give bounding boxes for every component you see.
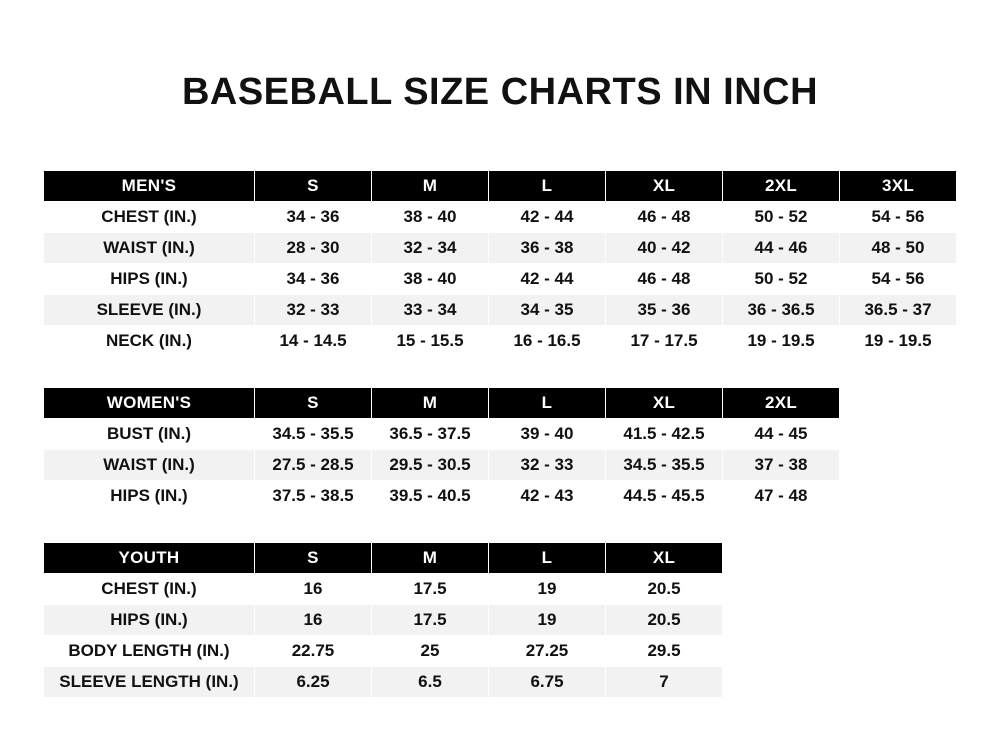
womens-header-2xl: 2XL: [723, 387, 840, 418]
youth-size-table: [43, 542, 723, 698]
womens-header-s: S: [255, 387, 372, 418]
cell-value: 42 - 43: [489, 480, 606, 511]
table-row: [44, 635, 723, 666]
cell-value: 32 - 33: [255, 294, 372, 325]
cell-value: 37.5 - 38.5: [255, 480, 372, 511]
womens-header-l: L: [489, 387, 606, 418]
row-label: HIPS (IN.): [44, 480, 255, 511]
cell-value: 41.5 - 42.5: [606, 418, 723, 449]
table-row: [44, 263, 957, 294]
cell-value: 16: [255, 604, 372, 635]
cell-value: 33 - 34: [372, 294, 489, 325]
cell-value: 27.25: [489, 635, 606, 666]
row-label: BUST (IN.): [44, 418, 255, 449]
womens-header-label: WOMEN'S: [44, 387, 255, 418]
row-label: WAIST (IN.): [44, 449, 255, 480]
table-row: [44, 604, 723, 635]
cell-value: 19 - 19.5: [840, 325, 957, 356]
cell-value: 46 - 48: [606, 263, 723, 294]
cell-value: 54 - 56: [840, 263, 957, 294]
mens-header-label: MEN'S: [44, 170, 255, 201]
table-header-row: [44, 170, 957, 201]
womens-table-header: [44, 387, 840, 418]
youth-table-body: [44, 573, 723, 697]
womens-table-body: [44, 418, 840, 511]
row-label: CHEST (IN.): [44, 201, 255, 232]
table-row: [44, 666, 723, 697]
youth-header-s: S: [255, 542, 372, 573]
table-row: [44, 418, 840, 449]
cell-value: 27.5 - 28.5: [255, 449, 372, 480]
table-row: [44, 480, 840, 511]
cell-value: 36 - 38: [489, 232, 606, 263]
size-tables-container: [0, 170, 1000, 698]
cell-value: 50 - 52: [723, 201, 840, 232]
cell-value: 34.5 - 35.5: [255, 418, 372, 449]
mens-header-l: L: [489, 170, 606, 201]
cell-value: 38 - 40: [372, 201, 489, 232]
cell-value: 19 - 19.5: [723, 325, 840, 356]
cell-value: 46 - 48: [606, 201, 723, 232]
cell-value: 7: [606, 666, 723, 697]
cell-value: 34 - 35: [489, 294, 606, 325]
row-label: HIPS (IN.): [44, 604, 255, 635]
cell-value: 16: [255, 573, 372, 604]
cell-value: 16 - 16.5: [489, 325, 606, 356]
youth-table-header: [44, 542, 723, 573]
cell-value: 39.5 - 40.5: [372, 480, 489, 511]
cell-value: 40 - 42: [606, 232, 723, 263]
cell-value: 34.5 - 35.5: [606, 449, 723, 480]
cell-value: 44.5 - 45.5: [606, 480, 723, 511]
cell-value: 20.5: [606, 573, 723, 604]
cell-value: 44 - 46: [723, 232, 840, 263]
mens-table-header: [44, 170, 957, 201]
row-label: WAIST (IN.): [44, 232, 255, 263]
mens-header-s: S: [255, 170, 372, 201]
cell-value: 19: [489, 573, 606, 604]
row-label: CHEST (IN.): [44, 573, 255, 604]
cell-value: 14 - 14.5: [255, 325, 372, 356]
cell-value: 6.25: [255, 666, 372, 697]
cell-value: 36 - 36.5: [723, 294, 840, 325]
cell-value: 34 - 36: [255, 263, 372, 294]
table-header-row: [44, 542, 723, 573]
cell-value: 47 - 48: [723, 480, 840, 511]
cell-value: 29.5 - 30.5: [372, 449, 489, 480]
table-row: [44, 294, 957, 325]
row-label: SLEEVE LENGTH (IN.): [44, 666, 255, 697]
mens-size-table: [43, 170, 957, 357]
table-row: [44, 201, 957, 232]
cell-value: 28 - 30: [255, 232, 372, 263]
cell-value: 20.5: [606, 604, 723, 635]
cell-value: 32 - 34: [372, 232, 489, 263]
row-label: BODY LENGTH (IN.): [44, 635, 255, 666]
cell-value: 6.75: [489, 666, 606, 697]
cell-value: 17.5: [372, 573, 489, 604]
cell-value: 22.75: [255, 635, 372, 666]
cell-value: 34 - 36: [255, 201, 372, 232]
cell-value: 50 - 52: [723, 263, 840, 294]
youth-header-xl: XL: [606, 542, 723, 573]
cell-value: 15 - 15.5: [372, 325, 489, 356]
table-row: [44, 573, 723, 604]
cell-value: 38 - 40: [372, 263, 489, 294]
cell-value: 36.5 - 37: [840, 294, 957, 325]
cell-value: 54 - 56: [840, 201, 957, 232]
womens-header-m: M: [372, 387, 489, 418]
row-label: SLEEVE (IN.): [44, 294, 255, 325]
table-row: [44, 232, 957, 263]
cell-value: 17 - 17.5: [606, 325, 723, 356]
mens-header-m: M: [372, 170, 489, 201]
cell-value: 44 - 45: [723, 418, 840, 449]
cell-value: 37 - 38: [723, 449, 840, 480]
cell-value: 39 - 40: [489, 418, 606, 449]
table-row: [44, 449, 840, 480]
youth-header-m: M: [372, 542, 489, 573]
womens-header-xl: XL: [606, 387, 723, 418]
row-label: NECK (IN.): [44, 325, 255, 356]
table-header-row: [44, 387, 840, 418]
youth-header-label: YOUTH: [44, 542, 255, 573]
cell-value: 6.5: [372, 666, 489, 697]
cell-value: 32 - 33: [489, 449, 606, 480]
cell-value: 19: [489, 604, 606, 635]
womens-size-table: [43, 387, 840, 512]
cell-value: 17.5: [372, 604, 489, 635]
cell-value: 35 - 36: [606, 294, 723, 325]
cell-value: 29.5: [606, 635, 723, 666]
mens-table-body: [44, 201, 957, 356]
cell-value: 42 - 44: [489, 201, 606, 232]
table-row: [44, 325, 957, 356]
cell-value: 42 - 44: [489, 263, 606, 294]
cell-value: 48 - 50: [840, 232, 957, 263]
mens-header-xl: XL: [606, 170, 723, 201]
cell-value: 25: [372, 635, 489, 666]
mens-header-2xl: 2XL: [723, 170, 840, 201]
row-label: HIPS (IN.): [44, 263, 255, 294]
page-title: BASEBALL SIZE CHARTS IN INCH: [181, 71, 819, 113]
mens-header-3xl: 3XL: [840, 170, 957, 201]
youth-header-l: L: [489, 542, 606, 573]
cell-value: 36.5 - 37.5: [372, 418, 489, 449]
